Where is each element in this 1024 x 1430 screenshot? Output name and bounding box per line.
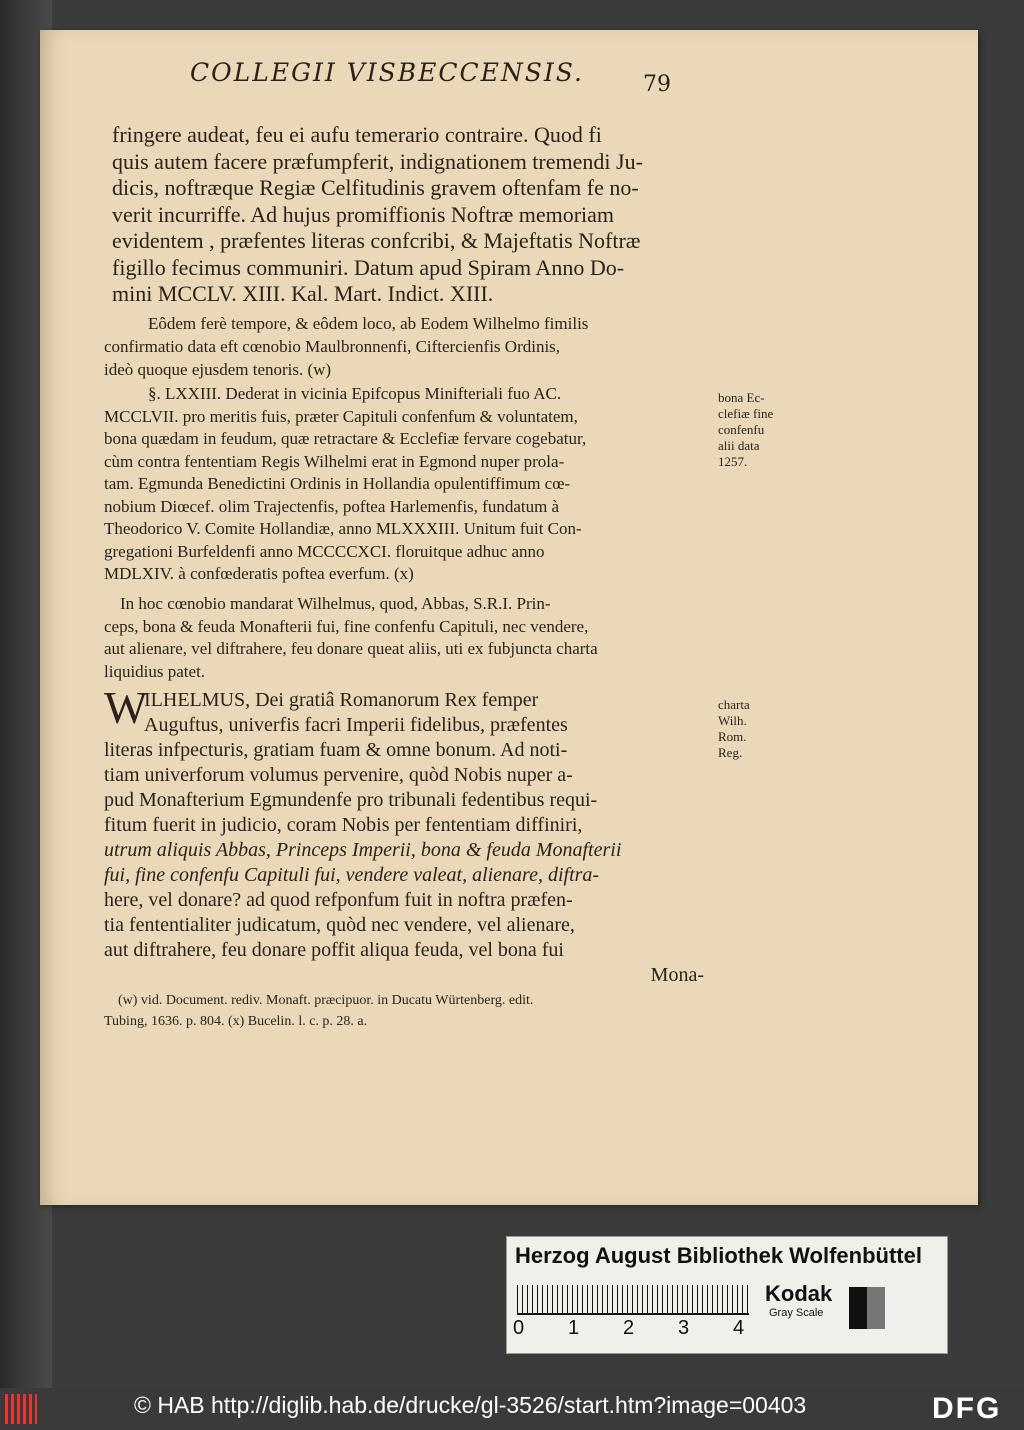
text-line: evidentem , præfentes literas confcribi, & Majeftatis Noftræ [112, 228, 641, 253]
text-line: ILHELMUS, Dei gratiâ Romanorum Rex femper [144, 689, 539, 711]
text-line: tia fententialiter judicatum, quòd nec vendere, vel alienare, [104, 914, 575, 936]
text-line: Auguftus, univerfis facri Imperii fidelibus, præfentes [144, 714, 568, 736]
text-line: cùm contra fententiam Regis Wilhelmi erat in Egmond nuper prola- [104, 451, 565, 471]
margin-note-line: clefiæ fine [718, 406, 774, 421]
text-line: here, vel donare? ad quod refponfum fuit in noftra præfen- [104, 889, 573, 911]
confirmation-note-paragraph [104, 312, 709, 381]
text-line: mini MCCLV. XIII. Kal. Mart. Indict. XIII. [112, 281, 494, 306]
catchword: Mona- [650, 964, 704, 986]
footer-bar [0, 1388, 1024, 1430]
library-name: Herzog August Bibliothek Wolfenbüttel [515, 1243, 922, 1268]
text-line: ideò quoque ejusdem tenoris. (w) [104, 360, 332, 379]
text-line: figillo fecimus communiri. Datum apud Spiram Anno Do- [112, 254, 625, 280]
text-line: Theodorico V. Comite Hollandiæ, anno MLXXXIII. Unitum fuit Con- [104, 519, 582, 538]
dfg-logo[interactable]: DFG [932, 1392, 1002, 1425]
text-line: tiam univerforum volumus pervenire, quòd Nobis nuper a- [104, 764, 573, 786]
ruler-number: 2 [623, 1317, 635, 1339]
text-line: utrum aliquis Abbas, Princeps Imperii, bona & feuda Monafterii [104, 839, 622, 861]
measurement-ruler [517, 1285, 749, 1315]
source-link[interactable]: © HAB http://diglib.hab.de/drucke/gl-3526/start.htm?image=00403 [134, 1392, 807, 1418]
gray-scale-swatches [849, 1287, 905, 1329]
text-line: Eôdem ferè tempore, & eôdem loco, ab Eodem Wilhelmo fimilis [148, 314, 589, 333]
text-line: literas infpecturis, gratiam fuam & omne bonum. Ad noti- [104, 739, 568, 761]
ruler-number: 3 [678, 1317, 690, 1339]
margin-note-line: Wilh. [718, 713, 747, 728]
ruler-number: 1 [568, 1317, 580, 1339]
wilhelmus-charter-paragraph [104, 688, 704, 988]
footnote-line: Tubing, 1636. p. 804. (x) Bucelin. l. c. p. 28. a. [104, 1014, 368, 1029]
ruler-number: 0 [513, 1317, 525, 1339]
library-color-card [506, 1236, 948, 1354]
text-line: §. LXXIII. Dederat in vicinia Epifcopus Minifteriali fuo AC. [148, 384, 562, 403]
gray-swatch [885, 1287, 905, 1329]
drop-cap-initial: W [104, 682, 148, 733]
margin-note-line: charta [718, 697, 750, 712]
text-line: aut diftrahere, feu donare poffit aliqua feuda, vel bona fui [104, 939, 564, 961]
footnotes [104, 990, 704, 1032]
text-line: liquidius patet. [104, 661, 206, 681]
text-line: verit incurriffe. Ad hujus promiffionis Noftræ memoriam [112, 201, 615, 227]
text-line: bona quædam in feudum, quæ retractare & Ecclefiæ fervare cogebatur, [104, 429, 587, 448]
ruler-number: 4 [733, 1317, 745, 1339]
gray-swatch [867, 1287, 885, 1329]
text-line: MCCLVII. pro meritis fuis, præter Capituli confenfum & voluntatem, [104, 406, 578, 426]
text-line: fitum fuerit in judicio, coram Nobis per fententiam diffiniri, [104, 814, 583, 836]
page-number: 79 [643, 72, 671, 97]
margin-note-line: confenfu [718, 422, 765, 437]
section-lxxiii-paragraph [104, 383, 714, 586]
text-line: gregationi Burfeldenfi anno MCCCCXCI. floruitque adhuc anno [104, 541, 545, 561]
text-line: fringere audeat, feu ei aufu temerario contraire. Quod fi [112, 122, 602, 147]
text-line: ceps, bona & feuda Monafterii fui, fine confenfu Capituli, nec vendere, [104, 616, 589, 636]
running-header: COLLEGII VISBECCENSIS. [190, 58, 584, 87]
footnote-line: (w) vid. Document. rediv. Monaft. præcipuor. in Ducatu Würtenberg. edit. [118, 993, 534, 1008]
charter-conclusion-paragraph [112, 122, 712, 308]
margin-note-line: bona Ec- [718, 390, 765, 405]
margin-note-charta [718, 697, 790, 761]
text-line: nobium Diœcef. olim Trajectenfis, poftea Harlemenfis, fundatum à [104, 496, 560, 516]
margin-note-line: 1257. [718, 454, 748, 469]
monastery-mandate-paragraph [104, 593, 714, 683]
text-line: In hoc cœnobio mandarat Wilhelmus, quod, Abbas, S.R.I. Prin- [120, 594, 551, 613]
margin-note-line: Reg. [718, 745, 743, 760]
hab-logo-icon[interactable] [5, 1394, 37, 1424]
text-line: aut alienare, vel diftrahere, feu donare queat aliis, uti ex fubjuncta charta [104, 639, 598, 658]
text-line: confirmatio data eft cœnobio Maulbronnenfi, Ciftercienfis Ordinis, [104, 337, 561, 356]
text-line: MDLXIV. à confœderatis poftea everfum. (x) [104, 564, 414, 583]
margin-note-bona [718, 390, 790, 470]
text-line: tam. Egmunda Benedictini Ordinis in Hollandia opulentiffimum cœ- [104, 474, 571, 493]
margin-note-line: alii data [718, 438, 760, 453]
kodak-gray-scale-label: Gray Scale [769, 1307, 824, 1319]
text-line: fui, fine confenfu Capituli fui, vendere valeat, alienare, diftra- [104, 864, 600, 886]
text-line: dicis, noftræque Regiæ Celfitudinis gravem oftenfam fe no- [112, 175, 639, 200]
text-line: quis autem facere præfumpferit, indignationem tremendi Ju- [112, 148, 643, 174]
kodak-brand: Kodak [765, 1281, 833, 1306]
gray-swatch [849, 1287, 867, 1329]
text-line: pud Monafterium Egmundenfe pro tribunali fedentibus requi- [104, 789, 598, 811]
margin-note-line: Rom. [718, 729, 747, 744]
